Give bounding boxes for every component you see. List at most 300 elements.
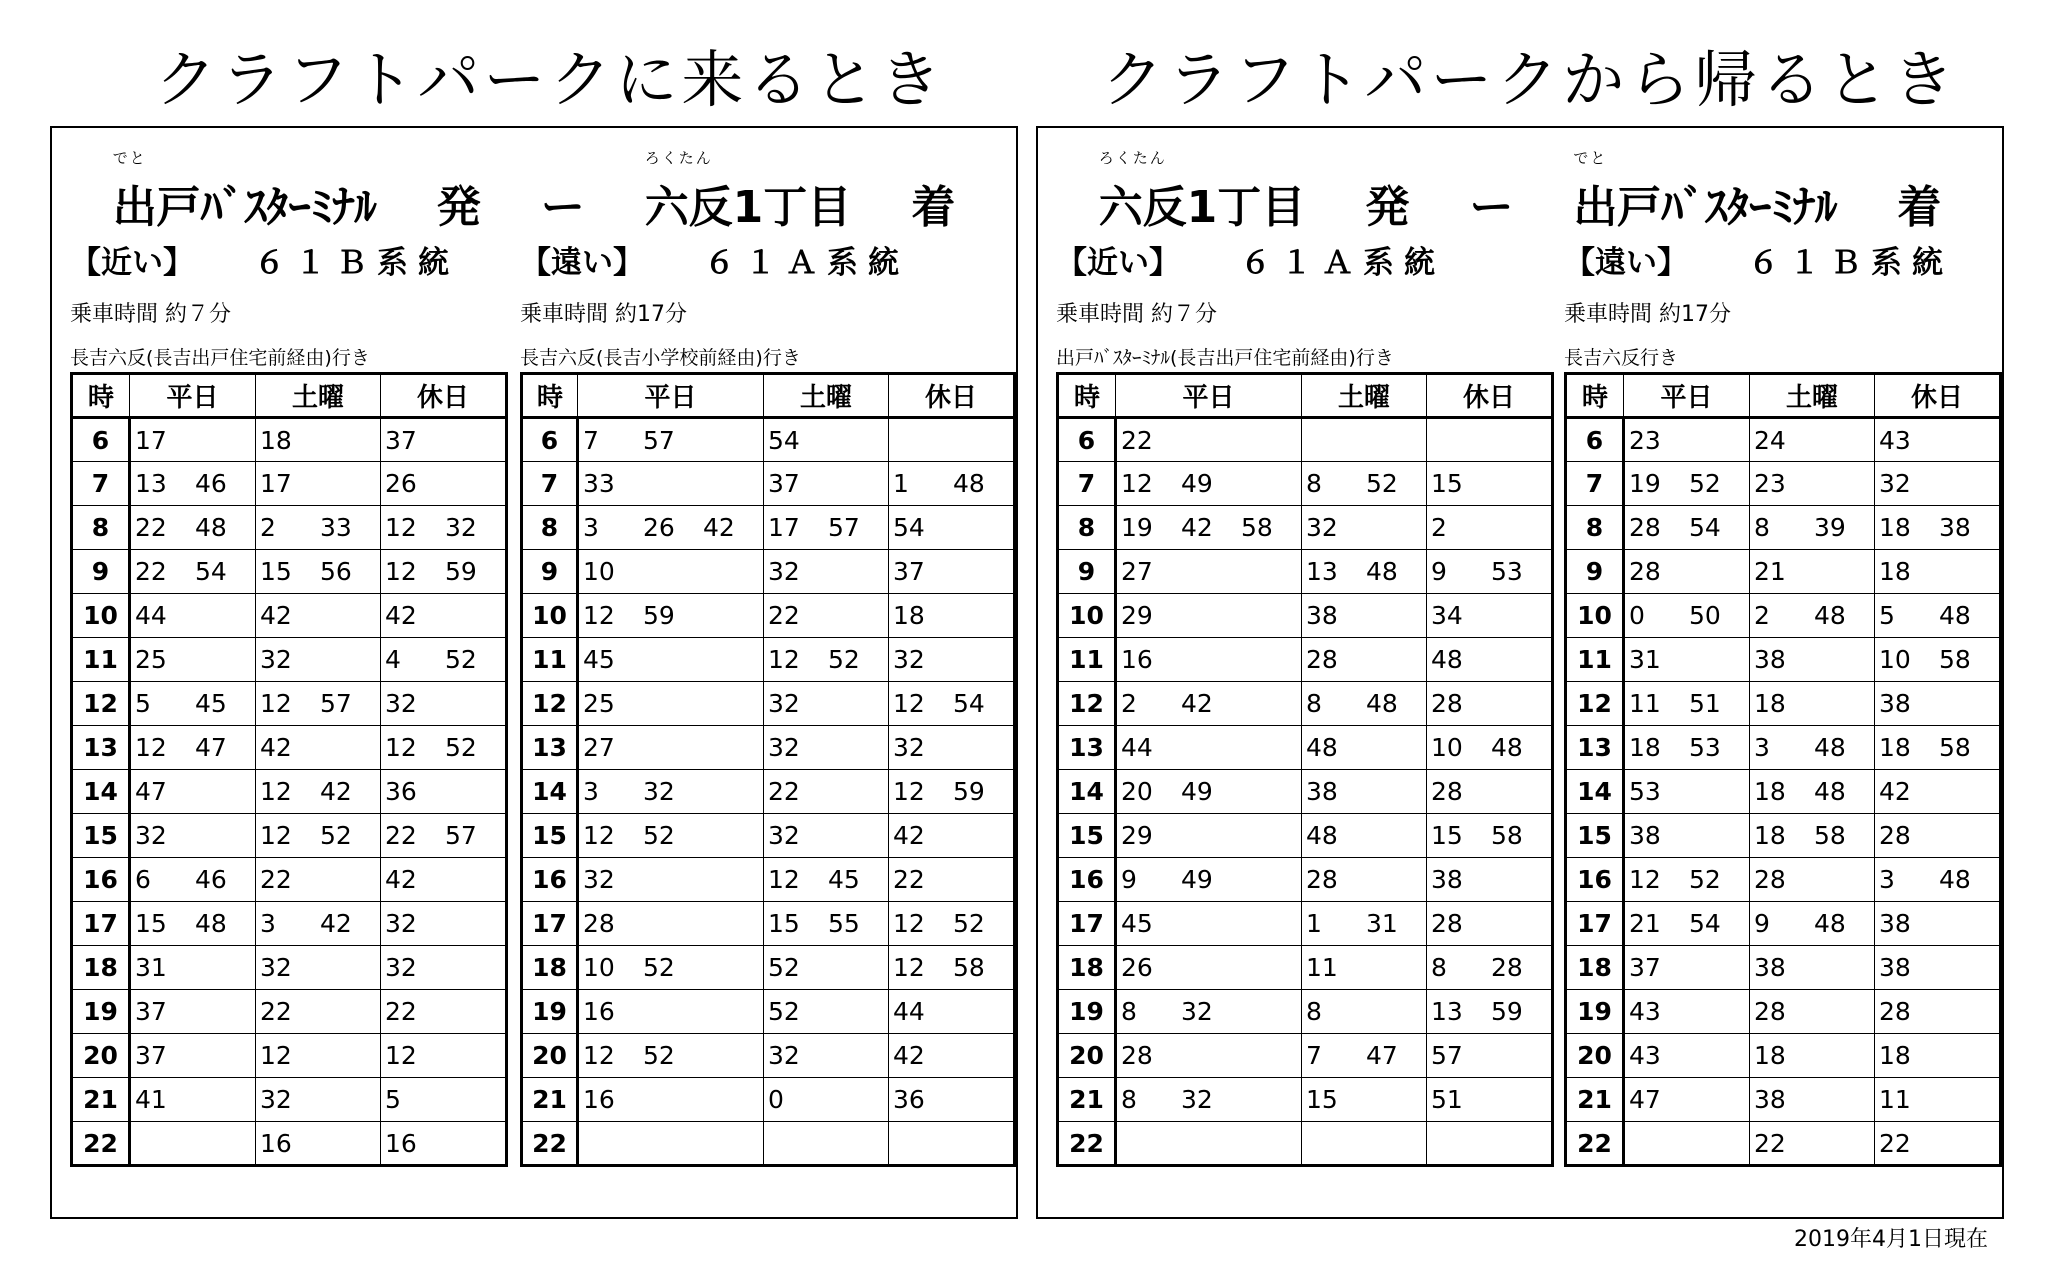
weekday-minutes — [1116, 462, 1302, 506]
departure-minute: 12 — [583, 601, 615, 630]
departure-minute: 52 — [1689, 469, 1721, 498]
departure-minute: 3 — [583, 513, 599, 542]
departure-minute: 52 — [768, 997, 800, 1026]
holiday-minutes — [381, 990, 507, 1034]
table-row — [1058, 682, 1553, 726]
holiday-minutes — [1427, 946, 1553, 990]
hour-cell: 11 — [522, 638, 578, 682]
departure-minute: 38 — [1939, 513, 1971, 542]
saturday-header: 土曜 — [1750, 374, 1875, 418]
hour-header: 時 — [1566, 374, 1624, 418]
weekday-minutes — [130, 594, 256, 638]
departure-minute: 52 — [768, 953, 800, 982]
table-row — [1566, 462, 2001, 506]
departure-minute: 15 — [260, 557, 292, 586]
departure-minute: 32 — [768, 1041, 800, 1070]
hour-cell: 17 — [1566, 902, 1624, 946]
holiday-minutes — [1875, 1034, 2001, 1078]
departure-minute: 26 — [1121, 953, 1153, 982]
departure-minute: 48 — [1366, 689, 1398, 718]
weekday-minutes — [578, 726, 764, 770]
saturday-minutes — [1750, 814, 1875, 858]
hour-cell: 9 — [1566, 550, 1624, 594]
hour-cell: 6 — [1566, 418, 1624, 462]
hour-cell: 13 — [522, 726, 578, 770]
departure-minute: 12 — [583, 821, 615, 850]
saturday-minutes — [1302, 418, 1427, 462]
holiday-minutes — [889, 1122, 1015, 1166]
saturday-minutes — [256, 462, 381, 506]
saturday-minutes — [256, 858, 381, 902]
weekday-minutes — [1624, 1122, 1750, 1166]
departure-minute: 4 — [385, 645, 401, 674]
hour-cell: 19 — [522, 990, 578, 1034]
weekday-minutes — [1116, 990, 1302, 1034]
departure-minute: 28 — [1879, 821, 1911, 850]
departure-minute: 17 — [135, 425, 167, 455]
hour-cell: 12 — [1058, 682, 1116, 726]
holiday-minutes — [381, 638, 507, 682]
departure-minute: 39 — [1814, 513, 1846, 542]
departure-minute: 47 — [195, 733, 227, 762]
departure-minute: 3 — [583, 777, 599, 806]
departure-minute: 28 — [1431, 777, 1463, 806]
departure-minute: 29 — [1121, 821, 1153, 850]
holiday-header: 休日 — [1427, 374, 1553, 418]
departure-minute: 32 — [768, 733, 800, 762]
ride-time: 乗車時間 約７分 — [70, 302, 231, 327]
hour-cell: 6 — [522, 418, 578, 462]
hour-cell: 21 — [522, 1078, 578, 1122]
hour-cell: 14 — [72, 770, 130, 814]
departure-minute: 13 — [1306, 557, 1338, 586]
route-line-label — [70, 238, 508, 288]
saturday-minutes — [764, 1078, 889, 1122]
saturday-minutes — [256, 506, 381, 550]
saturday-minutes — [1750, 594, 1875, 638]
departure-minute: 12 — [768, 645, 800, 674]
weekday-minutes — [578, 594, 764, 638]
departure-minute: 25 — [135, 645, 167, 674]
weekday-minutes — [578, 682, 764, 726]
hour-cell: 15 — [72, 814, 130, 858]
saturday-minutes — [1750, 638, 1875, 682]
holiday-minutes — [381, 462, 507, 506]
table-row — [1566, 990, 2001, 1034]
table-row — [72, 594, 507, 638]
departure-minute: 12 — [260, 777, 292, 806]
departure-minute: 22 — [260, 997, 292, 1026]
holiday-minutes — [381, 1078, 507, 1122]
weekday-header: 平日 — [130, 374, 256, 418]
departure-minute: 32 — [893, 733, 925, 762]
weekday-minutes — [578, 902, 764, 946]
departure-minute: 2 — [260, 513, 276, 542]
holiday-minutes — [1875, 462, 2001, 506]
table-row — [1058, 770, 1553, 814]
saturday-minutes — [256, 594, 381, 638]
departure-minute: 45 — [1121, 909, 1153, 938]
saturday-minutes — [256, 1122, 381, 1166]
departure-minute: 25 — [583, 689, 615, 718]
weekday-minutes — [130, 638, 256, 682]
table-row — [1058, 726, 1553, 770]
saturday-minutes — [1302, 550, 1427, 594]
departure-minute: 8 — [1121, 1085, 1137, 1114]
timetable — [70, 372, 508, 1167]
departure-minute: 18 — [1879, 513, 1911, 542]
departure-minute: 38 — [1754, 1085, 1786, 1114]
table-row — [1058, 858, 1553, 902]
saturday-minutes — [764, 770, 889, 814]
departure-minute: 47 — [1629, 1085, 1661, 1114]
route-block — [1056, 238, 1554, 1167]
departure-minute: 58 — [1939, 733, 1971, 762]
arrival-marker: 着 — [911, 182, 956, 233]
departure-minute: 43 — [1629, 1041, 1661, 1070]
departure-minute: 7 — [1306, 1041, 1322, 1070]
departure-minute: 27 — [583, 733, 615, 762]
departure-minute: 12 — [768, 865, 800, 894]
departure-minute: 32 — [893, 645, 925, 674]
departure-minute: 56 — [320, 557, 352, 586]
departure-minute: 15 — [1431, 469, 1463, 498]
departure-minute: 12 — [1121, 469, 1153, 498]
departure-minute: 37 — [1629, 953, 1661, 982]
hour-cell: 10 — [72, 594, 130, 638]
departure-minute: 41 — [135, 1085, 167, 1114]
departure-minute: 11 — [1879, 1085, 1911, 1114]
departure-minute: 1 — [1306, 909, 1322, 938]
table-row — [1566, 1078, 2001, 1122]
departure-minute: 7 — [583, 425, 599, 455]
holiday-minutes — [889, 682, 1015, 726]
departure-minute: 2 — [1121, 689, 1137, 718]
holiday-minutes — [889, 594, 1015, 638]
table-row — [1058, 902, 1553, 946]
departure-minute: 37 — [385, 425, 417, 455]
departure-minute: 32 — [1181, 1085, 1213, 1114]
departure-minute: 12 — [893, 689, 925, 718]
departure-minute: 42 — [320, 777, 352, 806]
departure-minute: 2 — [1754, 601, 1770, 630]
departure-minute: 32 — [768, 689, 800, 718]
saturday-minutes — [1302, 902, 1427, 946]
departure-minute: 27 — [1121, 557, 1153, 586]
weekday-minutes — [130, 1078, 256, 1122]
departure-minute: 48 — [1306, 821, 1338, 850]
weekday-minutes — [1624, 814, 1750, 858]
saturday-minutes — [1302, 506, 1427, 550]
route-block — [520, 238, 1016, 1167]
holiday-minutes — [381, 770, 507, 814]
weekday-minutes — [1624, 946, 1750, 990]
departure-minute: 11 — [1629, 689, 1661, 718]
holiday-minutes — [381, 1122, 507, 1166]
table-row — [72, 1122, 507, 1166]
weekday-minutes — [578, 946, 764, 990]
table-row — [522, 418, 1015, 462]
departure-minute: 10 — [1879, 645, 1911, 674]
departure-minute: 10 — [583, 953, 615, 982]
departure-minute: 15 — [1306, 1085, 1338, 1114]
departure-minute: 32 — [643, 777, 675, 806]
destination-stop-text: 出戸ﾊﾞｽﾀｰﾐﾅﾙ — [1573, 182, 1838, 233]
weekday-minutes — [1116, 1034, 1302, 1078]
hour-cell: 9 — [72, 550, 130, 594]
departure-minute: 43 — [1629, 997, 1661, 1026]
table-row — [1566, 902, 2001, 946]
departure-minute: 52 — [445, 733, 477, 762]
departure-minute: 32 — [583, 865, 615, 894]
departure-minute: 52 — [643, 821, 675, 850]
departure-minute: 42 — [260, 733, 292, 762]
holiday-minutes — [1875, 506, 2001, 550]
departure-minute: 9 — [1121, 865, 1137, 894]
saturday-minutes — [764, 990, 889, 1034]
table-row — [522, 946, 1015, 990]
departure-minute: 28 — [1879, 997, 1911, 1026]
departure-minute: 36 — [893, 1085, 925, 1114]
departure-minute: 44 — [1121, 733, 1153, 762]
holiday-minutes — [1427, 770, 1553, 814]
holiday-minutes — [1875, 418, 2001, 462]
departure-minute: 12 — [893, 909, 925, 938]
holiday-header: 休日 — [1875, 374, 2001, 418]
weekday-minutes — [578, 418, 764, 462]
departure-marker: 発 — [1365, 182, 1410, 233]
departure-minute: 28 — [1431, 909, 1463, 938]
hour-cell: 20 — [1058, 1034, 1116, 1078]
saturday-minutes — [1750, 506, 1875, 550]
departure-minute: 38 — [1431, 865, 1463, 894]
departure-minute: 59 — [1491, 997, 1523, 1026]
departure-minute: 54 — [893, 513, 925, 542]
departure-minute: 32 — [260, 1085, 292, 1114]
table-row — [72, 814, 507, 858]
route-code: ６１Ａ系統 — [704, 245, 909, 281]
table-row — [522, 506, 1015, 550]
departure-minute: 42 — [385, 865, 417, 894]
weekday-header: 平日 — [578, 374, 764, 418]
route-line-label — [1056, 238, 1554, 288]
hour-header: 時 — [522, 374, 578, 418]
hour-cell: 6 — [1058, 418, 1116, 462]
saturday-minutes — [1750, 726, 1875, 770]
weekday-minutes — [130, 1122, 256, 1166]
departure-minute: 17 — [260, 469, 292, 498]
departure-minute: 22 — [893, 865, 925, 894]
departure-minute: 38 — [1754, 645, 1786, 674]
departure-minute: 32 — [385, 689, 417, 718]
departure-minute: 54 — [1689, 513, 1721, 542]
table-row — [1058, 814, 1553, 858]
hour-cell: 8 — [522, 506, 578, 550]
holiday-minutes — [889, 1078, 1015, 1122]
holiday-minutes — [889, 770, 1015, 814]
hour-cell: 16 — [72, 858, 130, 902]
holiday-minutes — [1427, 990, 1553, 1034]
hour-cell: 19 — [72, 990, 130, 1034]
hour-cell: 22 — [522, 1122, 578, 1166]
departure-minute: 18 — [893, 601, 925, 630]
holiday-minutes — [889, 1034, 1015, 1078]
departure-minute: 16 — [583, 1085, 615, 1114]
saturday-minutes — [764, 726, 889, 770]
departure-minute: 48 — [953, 469, 985, 498]
table-row — [1566, 1122, 2001, 1166]
departure-minute: 32 — [385, 953, 417, 982]
saturday-minutes — [256, 1078, 381, 1122]
header-row — [72, 374, 507, 418]
departure-minute: 19 — [1121, 513, 1153, 542]
timetable-panel-arrive — [50, 126, 1018, 1219]
hour-cell: 13 — [72, 726, 130, 770]
saturday-minutes — [1302, 726, 1427, 770]
ride-time: 乗車時間 約７分 — [1056, 302, 1217, 327]
table-row — [522, 1034, 1015, 1078]
departure-minute: 28 — [1431, 689, 1463, 718]
holiday-minutes — [889, 550, 1015, 594]
departure-minute: 5 — [135, 689, 151, 718]
departure-minute: 32 — [445, 513, 477, 542]
holiday-minutes — [1875, 594, 2001, 638]
table-row — [1566, 770, 2001, 814]
saturday-minutes — [764, 1122, 889, 1166]
holiday-minutes — [381, 858, 507, 902]
departure-minute: 46 — [195, 865, 227, 894]
departure-minute: 22 — [385, 821, 417, 850]
table-row — [72, 550, 507, 594]
departure-minute: 22 — [135, 557, 167, 586]
holiday-minutes — [1427, 1122, 1553, 1166]
departure-minute: 18 — [1879, 733, 1911, 762]
distance-tag: 【近い】 — [70, 245, 194, 281]
hour-cell: 13 — [1566, 726, 1624, 770]
holiday-header: 休日 — [381, 374, 507, 418]
holiday-minutes — [1875, 726, 2001, 770]
holiday-minutes — [889, 726, 1015, 770]
departure-minute: 38 — [1879, 909, 1911, 938]
departure-minute: 12 — [260, 689, 292, 718]
saturday-minutes — [256, 902, 381, 946]
departure-minute: 8 — [1306, 469, 1322, 498]
header-row — [1058, 374, 1553, 418]
effective-date: 2019年4月1日現在 — [1794, 1227, 1988, 1252]
departure-minute: 0 — [1629, 601, 1645, 630]
saturday-minutes — [1302, 462, 1427, 506]
weekday-minutes — [578, 990, 764, 1034]
hour-cell: 9 — [522, 550, 578, 594]
hour-cell: 8 — [1058, 506, 1116, 550]
origin-stop-ruby: ろくたん — [1098, 149, 1167, 167]
holiday-minutes — [1875, 990, 2001, 1034]
hour-cell: 11 — [72, 638, 130, 682]
weekday-minutes — [578, 1034, 764, 1078]
saturday-minutes — [1750, 1034, 1875, 1078]
route-code: ６１Ｂ系統 — [254, 245, 459, 281]
table-row — [72, 858, 507, 902]
hour-cell: 6 — [72, 418, 130, 462]
hour-cell: 8 — [1566, 506, 1624, 550]
departure-minute: 18 — [1629, 733, 1661, 762]
hour-cell: 12 — [72, 682, 130, 726]
departure-minute: 58 — [1939, 645, 1971, 674]
departure-minute: 52 — [643, 1041, 675, 1070]
holiday-minutes — [889, 946, 1015, 990]
weekday-minutes — [578, 638, 764, 682]
departure-minute: 42 — [320, 909, 352, 938]
hour-cell: 13 — [1058, 726, 1116, 770]
saturday-header: 土曜 — [256, 374, 381, 418]
departure-minute: 52 — [445, 645, 477, 674]
hour-cell: 18 — [522, 946, 578, 990]
hour-cell: 20 — [1566, 1034, 1624, 1078]
departure-minute: 10 — [1431, 733, 1463, 762]
holiday-minutes — [1427, 902, 1553, 946]
departure-minute: 28 — [583, 909, 615, 938]
weekday-minutes — [1116, 682, 1302, 726]
saturday-minutes — [1302, 946, 1427, 990]
saturday-minutes — [1750, 1078, 1875, 1122]
departure-minute: 12 — [385, 513, 417, 542]
weekday-minutes — [578, 1078, 764, 1122]
table-row — [72, 462, 507, 506]
timetable — [1564, 372, 2002, 1167]
weekday-minutes — [130, 1034, 256, 1078]
timetable-panel-return — [1036, 126, 2004, 1219]
table-row — [1058, 506, 1553, 550]
departure-minute: 42 — [260, 601, 292, 630]
departure-minute: 8 — [1754, 513, 1770, 542]
hour-cell: 21 — [1058, 1078, 1116, 1122]
departure-minute: 51 — [1689, 689, 1721, 718]
weekday-minutes — [130, 506, 256, 550]
holiday-minutes — [1427, 1034, 1553, 1078]
table-row — [72, 638, 507, 682]
table-row — [522, 550, 1015, 594]
hour-cell: 22 — [72, 1122, 130, 1166]
holiday-minutes — [1875, 770, 2001, 814]
departure-minute: 13 — [1431, 997, 1463, 1026]
holiday-minutes — [889, 902, 1015, 946]
departure-minute: 22 — [1754, 1128, 1786, 1158]
weekday-minutes — [1624, 462, 1750, 506]
hour-cell: 20 — [72, 1034, 130, 1078]
weekday-minutes — [1624, 550, 1750, 594]
departure-minute: 22 — [1879, 1128, 1911, 1158]
weekday-minutes — [1624, 858, 1750, 902]
departure-minute: 20 — [1121, 777, 1153, 806]
departure-minute: 42 — [893, 1041, 925, 1070]
departure-minute: 58 — [1241, 513, 1273, 542]
departure-minute: 44 — [135, 601, 167, 630]
table-row — [72, 1034, 507, 1078]
departure-minute: 48 — [1431, 645, 1463, 674]
holiday-minutes — [1427, 594, 1553, 638]
departure-minute: 38 — [1879, 953, 1911, 982]
departure-minute: 8 — [1121, 997, 1137, 1026]
hour-header: 時 — [72, 374, 130, 418]
table-row — [1058, 1034, 1553, 1078]
table-row — [522, 1122, 1015, 1166]
departure-minute: 21 — [1754, 557, 1786, 586]
departure-minute: 32 — [260, 953, 292, 982]
saturday-minutes — [1302, 1034, 1427, 1078]
holiday-minutes — [1427, 638, 1553, 682]
departure-minute: 32 — [385, 909, 417, 938]
holiday-minutes — [889, 814, 1015, 858]
